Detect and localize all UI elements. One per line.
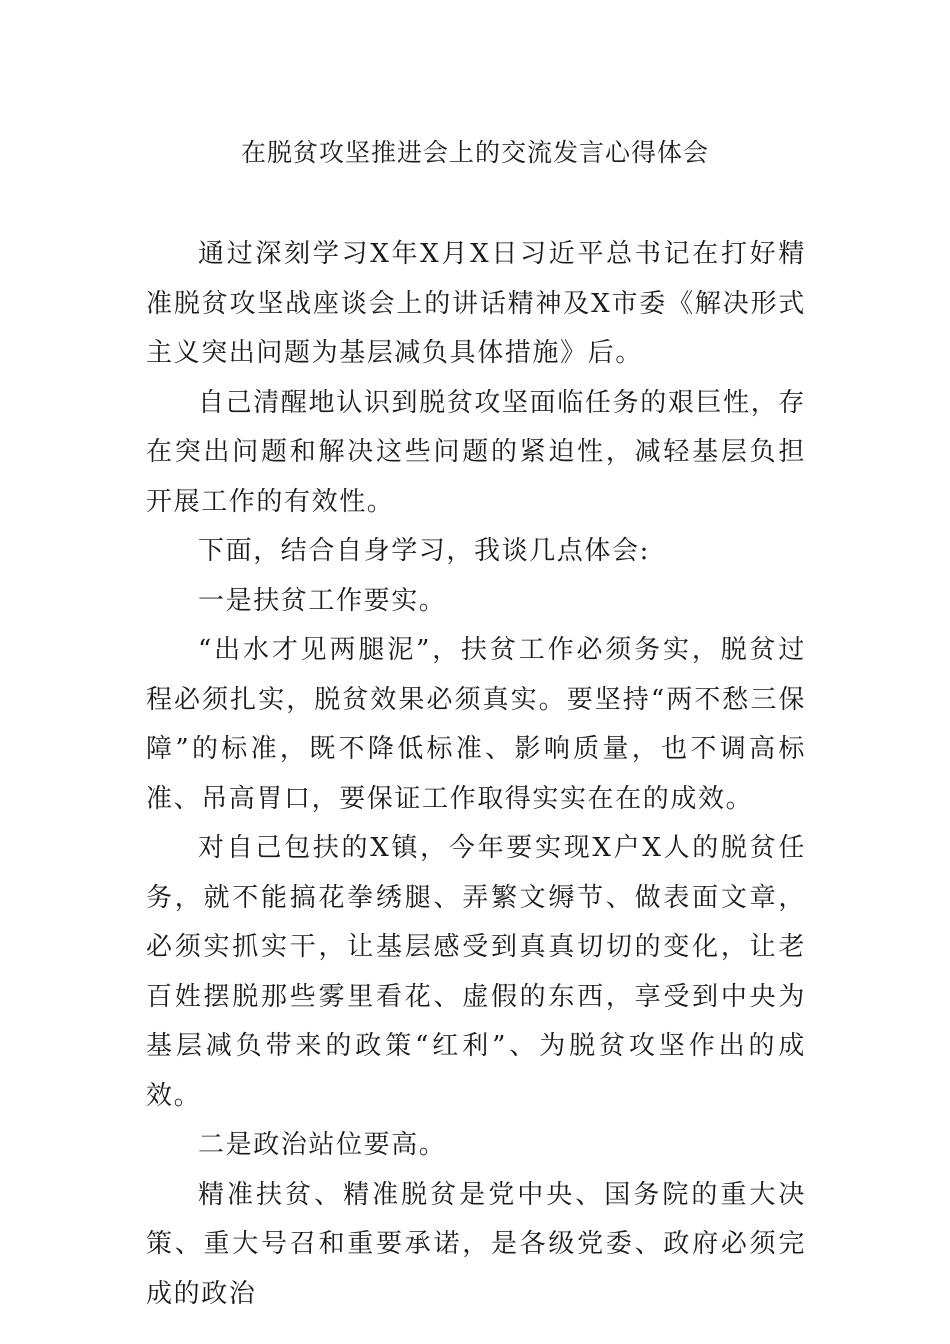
paragraph-6: 对自己包扶的X镇，今年要实现X户X人的脱贫任务，就不能搞花拳绣腿、弄繁文缛节、做表面文章，必须实抓实干，让基层感受到真真切切的变化，让老百姓摆脱那些雾里看花、虚假的东西，享受到中央为基层减负带来的政策“红利”、为脱贫攻坚作出的成效。 (146, 833, 806, 1111)
paragraph-2: 自己清醒地认识到脱贫攻坚面临任务的艰巨性，存在突出问题和解决这些问题的紧迫性，减轻基层负担开展工作的有效性。 (146, 387, 806, 517)
document-body (146, 230, 806, 1319)
section-heading-2: 二是政治站位要高。 (198, 1130, 447, 1160)
document-title: 在脱贫攻坚推进会上的交流发言心得体会 (240, 138, 709, 167)
paragraph-5: “出水才见两腿泥”，扶贫工作必须务实，脱贫过程必须扎实，脱贫效果必须真实。要坚持“两不愁三保障”的标准，既不降低标准、影响质量，也不调高标准、吊高胃口，要保证工作取得实实在在的成效。 (146, 635, 806, 814)
paragraph-3: 下面，结合自身学习，我谈几点体会: (198, 536, 650, 566)
paragraph-1: 通过深刻学习X年X月X日习近平总书记在打好精准脱贫攻坚战座谈会上的讲话精神及X市委《解决形式主义突出问题为基层减负具体措施》后。 (146, 239, 806, 368)
paragraph-8: 精准扶贫、精准脱贫是党中央、国务院的重大决策、重大号召和重要承诺，是各级党委、政府必须完成的政治 (146, 1179, 806, 1309)
section-heading-1: 一是扶贫工作要实。 (198, 585, 447, 616)
